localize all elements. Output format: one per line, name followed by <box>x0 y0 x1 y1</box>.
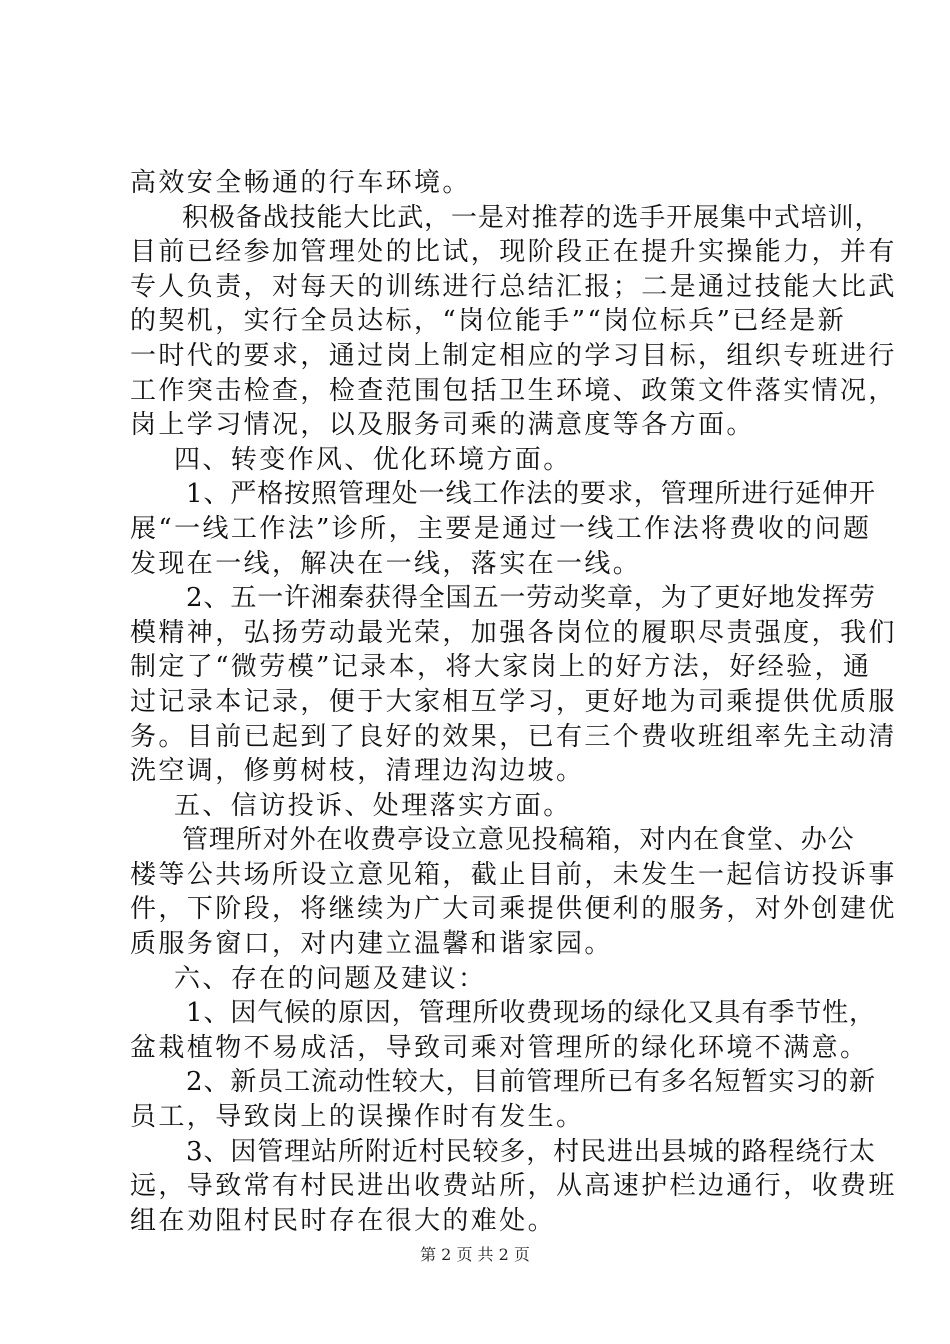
text-line: 1、严格按照管理处一线工作法的要求，管理所进行延伸开 <box>186 479 876 510</box>
text-line: 模精神，弘扬劳动最光荣，加强各岗位的履职尽责强度，我们 <box>130 617 897 648</box>
text-line: 务。目前已起到了良好的效果，已有三个费收班组率先主动清 <box>130 721 897 752</box>
text-line: 专人负责，对每天的训练进行总结汇报；二是通过技能大比武 <box>130 271 897 302</box>
text-line: 目前已经参加管理处的比试，现阶段正在提升实操能力，并有 <box>130 237 897 268</box>
text-line: 岗上学习情况，以及服务司乘的满意度等各方面。 <box>130 410 755 441</box>
document-body <box>130 166 897 1238</box>
text-line: 员工，导致岗上的误操作时有发生。 <box>130 1102 585 1133</box>
text-line: 发现在一线，解决在一线，落实在一线。 <box>130 548 642 579</box>
text-line: 1、因气候的原因，管理所收费现场的绿化又具有季节性， <box>186 998 876 1029</box>
text-line: 组在劝阻村民时存在很大的难处。 <box>130 1205 557 1236</box>
section-heading: 六、存在的问题及建议： <box>174 963 487 994</box>
text-line: 盆栽植物不易成活，导致司乘对管理所的绿化环境不满意。 <box>130 1032 869 1063</box>
text-line: 件，下阶段，将继续为广大司乘提供便利的服务，对外创建优 <box>130 894 897 925</box>
text-line: 洗空调，修剪树枝，清理边沟边坡。 <box>130 756 585 787</box>
text-line: 展“一线工作法”诊所，主要是通过一线工作法将费收的问题 <box>130 513 872 544</box>
text-line: 工作突击检查，检查范围包括卫生环境、政策文件落实情况， <box>130 375 897 406</box>
text-line: 高效安全畅通的行车环境。 <box>130 168 471 198</box>
text-line: 积极备战技能大比武，一是对推荐的选手开展集中式培训， <box>182 202 882 233</box>
section-heading: 四、转变作风、优化环境方面。 <box>174 444 572 475</box>
text-line: 质服务窗口，对内建立温馨和谐家园。 <box>130 929 613 960</box>
text-line: 远，导致常有村民进出收费站所，从高速护栏边通行，收费班 <box>130 1171 897 1202</box>
text-line: 的契机，实行全员达标，“岗位能手”“岗位标兵”已经是新 <box>130 306 846 337</box>
text-line: 2、新员工流动性较大，目前管理所已有多名短暂实习的新 <box>186 1067 876 1098</box>
page-number-footer: 第 2 页 共 2 页 <box>420 1245 530 1264</box>
section-heading: 五、信访投诉、处理落实方面。 <box>174 790 572 821</box>
text-line: 制定了“微劳模”记录本，将大家岗上的好方法，好经验，通 <box>130 652 872 683</box>
text-line: 过记录本记录，便于大家相互学习，更好地为司乘提供优质服 <box>130 686 897 717</box>
text-line: 管理所对外在收费亭设立意见投稿箱，对内在食堂、办公 <box>182 825 855 856</box>
text-line: 3、因管理站所附近村民较多，村民进出县城的路程绕行太 <box>186 1136 876 1167</box>
text-line: 楼等公共场所设立意见箱，截止目前，未发生一起信访投诉事 <box>130 859 897 890</box>
text-line: 一时代的要求，通过岗上制定相应的学习目标，组织专班进行 <box>130 340 897 371</box>
text-line: 2、五一许湘秦获得全国五一劳动奖章，为了更好地发挥劳 <box>186 583 876 614</box>
